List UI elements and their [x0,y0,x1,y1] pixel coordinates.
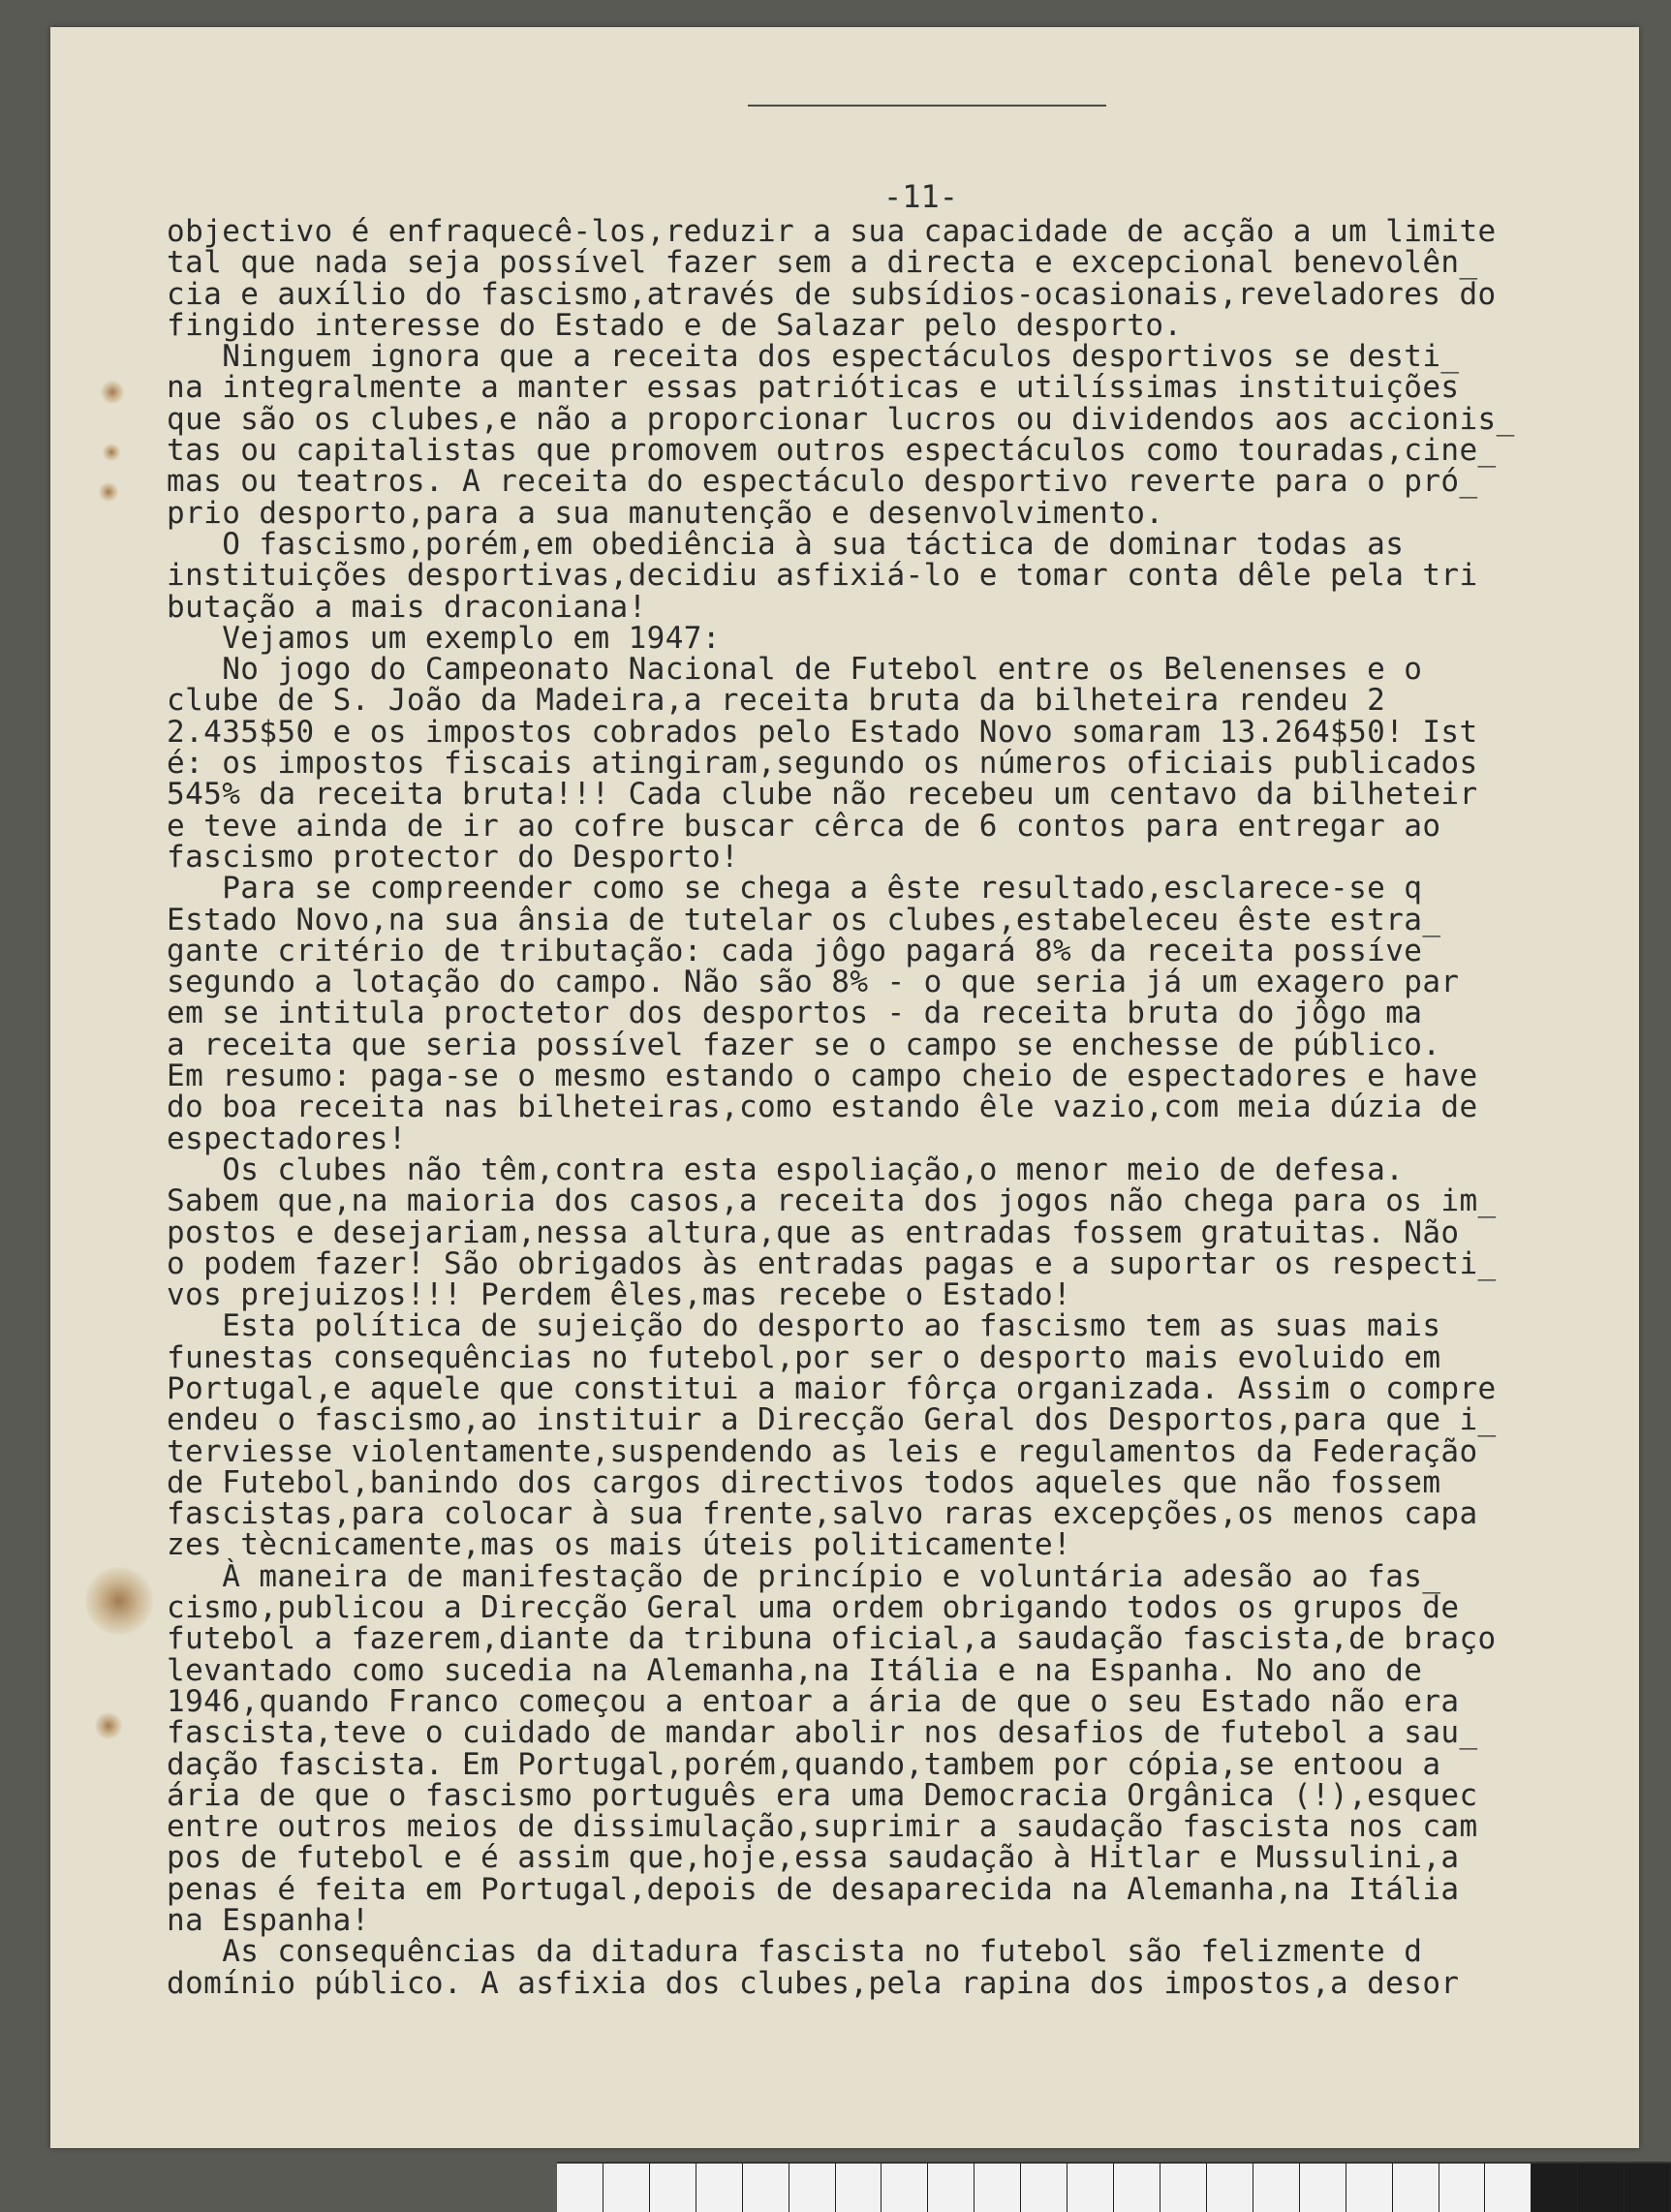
text-line: em se intitula proctetor dos desportos - da receita bruta do jôgo ma [167,996,1423,1031]
header-rule [748,105,1106,107]
text-line: gante critério de tributação: cada jôgo pagará 8% da receita possíve [167,933,1423,968]
rust-stain [99,482,118,502]
text-line: endeu o fascismo,ao instituir a Direcção Geral dos Desportos,para que i_ [167,1402,1497,1438]
text-line: entre outros meios de dissimulação,suprimir a saudação fascista nos cam [167,1809,1478,1845]
page-number: -11- [883,178,959,215]
text-line: fascismo protector do Desporto! [167,839,739,875]
text-line: O fascismo,porém,em obediência à sua táctica de dominar todas as [167,526,1405,562]
text-line: Os clubes não têm,contra esta espoliação,o menor meio de defesa. [167,1152,1405,1187]
text-line: de Futebol,banindo dos cargos directivos todos aqueles que não fossem [167,1464,1441,1500]
text-line: levantado como sucedia na Alemanha,na Itália e na Espanha. No ano de [167,1652,1423,1688]
text-line: na integralmente a manter essas patrióticas e utilíssimas instituições [167,370,1460,406]
text-line: funestas consequências no futebol,por ser o desporto mais evoluido em [167,1339,1441,1375]
text-line: butação a mais draconiana! [167,589,647,625]
text-line: Estado Novo,na sua ânsia de tutelar os clubes,estabeleceu êste estra_ [167,902,1441,937]
text-line: espectadores! [167,1121,407,1156]
text-line: terviesse violentamente,suspendendo as leis e regulamentos da Federação [167,1433,1478,1469]
text-line: 545% da receita bruta!!! Cada clube não recebeu um centavo da bilheteir [167,777,1478,813]
text-line: postos e desejariam,nessa altura,que as entradas fossem gratuitas. Não [167,1214,1460,1250]
text-line: ária de que o fascismo português era uma Democracia Orgânica (!),esquec [167,1777,1478,1813]
text-line: do boa receita nas bilheteiras,como estando êle vazio,com meia dúzia de [167,1090,1478,1125]
text-line: pos de futebol e é assim que,hoje,essa saudação à Hitlar e Mussulini,a [167,1840,1460,1876]
scale-ruler [557,2162,1671,2212]
text-line: segundo a lotação do campo. Não são 8% - o que seria já um exagero par [167,965,1460,1000]
text-line: zes tècnicamente,mas os mais úteis politicamente! [167,1527,1072,1563]
text-line: clube de S. João da Madeira,a receita bruta da bilheteira rendeu 2 [167,683,1386,719]
rust-stain [101,381,124,404]
rust-stain [85,1567,153,1635]
text-line: vos prejuizos!!! Perdem êles,mas recebe o Estado! [167,1277,1072,1313]
text-line: 2.435$50 e os impostos cobrados pelo Estado Novo somaram 13.264$50! Ist [167,714,1478,750]
text-line: No jogo do Campeonato Nacional de Futebol entre os Belenenses e o [167,652,1423,688]
typed-text-body [167,216,1639,1999]
text-line: fascista,teve o cuidado de mandar abolir nos desafios de futebol a sau_ [167,1715,1478,1751]
text-line: o podem fazer! São obrigados às entradas pagas e a suportar os respecti_ [167,1245,1497,1281]
text-line: penas é feita em Portugal,depois de desaparecida na Alemanha,na Itália [167,1871,1460,1907]
text-line: cia e auxílio do fascismo,através de subsídios-ocasionais,reveladores do [167,276,1497,312]
text-line: Portugal,e aquele que constitui a maior fôrça organizada. Assim o compre [167,1370,1497,1406]
text-line: As consequências da ditadura fascista no futebol são felizmente d [167,1934,1423,1970]
text-line: que são os clubes,e não a proporcionar lucros ou dividendos aos accionis_ [167,401,1515,437]
text-line: Para se compreender como se chega a êste resultado,esclarece-se q [167,871,1423,906]
text-line: mas ou teatros. A receita do espectáculo desportivo reverte para o pró_ [167,464,1478,500]
text-line: tas ou capitalistas que promovem outros espectáculos como touradas,cine_ [167,433,1497,469]
text-line: a receita que seria possível fazer se o campo se enchesse de público. [167,1027,1441,1062]
text-line: Sabem que,na maioria dos casos,a receita dos jogos não chega para os im_ [167,1183,1497,1219]
text-line: fingido interesse do Estado e de Salazar pelo desporto. [167,307,1183,343]
rust-stain [103,444,120,461]
document-page [50,27,1639,2148]
text-line: é: os impostos fiscais atingiram,segundo os números oficiais publicados [167,746,1478,782]
text-line: dação fascista. Em Portugal,porém,quando,tambem por cópia,se entoou a [167,1746,1441,1782]
text-line: fascistas,para colocar à sua frente,salvo raras excepções,os menos capa [167,1496,1478,1532]
text-line: Em resumo: paga-se o mesmo estando o campo cheio de espectadores e have [167,1059,1478,1094]
text-line: À maneira de manifestação de princípio e voluntária adesão ao fas_ [167,1558,1441,1594]
text-line: instituições desportivas,decidiu asfixiá-lo e tomar conta dêle pela tri [167,558,1478,594]
text-line: Esta política de sujeição do desporto ao fascismo tem as suas mais [167,1308,1441,1344]
text-line: domínio público. A asfixia dos clubes,pela rapina dos impostos,a desor [167,1965,1460,2001]
text-line: 1946,quando Franco começou a entoar a ária de que o seu Estado não era [167,1683,1460,1719]
text-line: na Espanha! [167,1903,370,1939]
text-line: objectivo é enfraquecê-los,reduzir a sua capacidade de acção a um limite [167,214,1497,249]
text-line: cismo,publicou a Direcção Geral uma ordem obrigando todos os grupos de [167,1590,1460,1626]
text-line: e teve ainda de ir ao cofre buscar cêrca de 6 contos para entregar ao [167,808,1441,844]
text-line: prio desporto,para a sua manutenção e desenvolvimento. [167,495,1164,531]
text-line: Ninguem ignora que a receita dos espectáculos desportivos se desti_ [167,339,1460,375]
text-line: futebol a fazerem,diante da tribuna oficial,a saudação fascista,de braço [167,1621,1497,1657]
rust-stain [95,1712,122,1739]
text-line: tal que nada seja possível fazer sem a directa e excepcional benevolên_ [167,245,1478,281]
text-line: Vejamos um exemplo em 1947: [167,620,721,656]
